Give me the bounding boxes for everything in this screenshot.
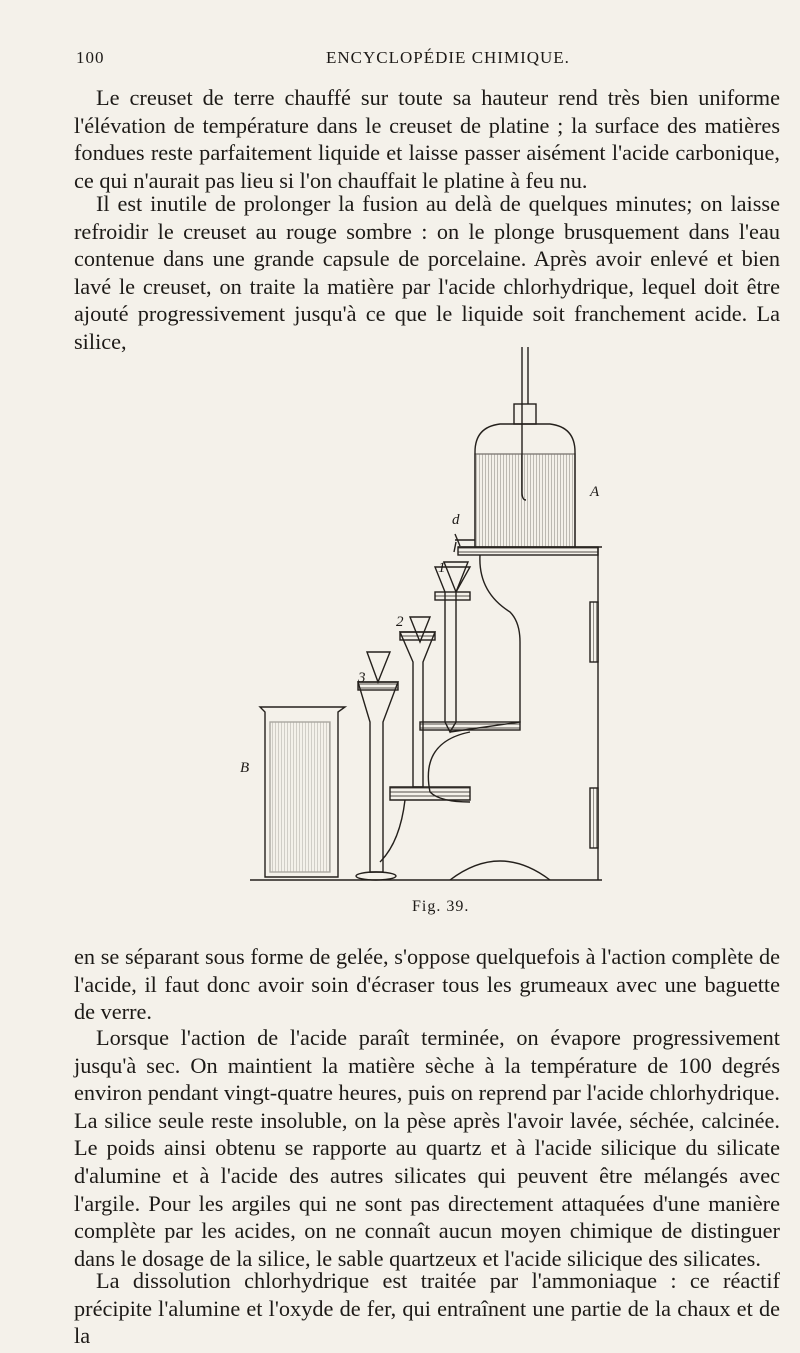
label-2: 2 (396, 614, 404, 630)
page-header (76, 48, 780, 74)
paragraph-1: Le creuset de terre chauffé sur toute sa hauteur rend très bien uniforme l'élévation de température dans le creuset de platine ; la surface des matières fondues reste parfaitement liquide et laisse passer aisément l'acide carbonique, ce qui n'aurait pas lieu si l'on chauffait le platine à feu nu. (74, 85, 780, 193)
funnel-3 (358, 682, 398, 872)
label-d: d (452, 512, 460, 528)
label-3: 3 (358, 670, 366, 686)
running-title: ENCYCLOPÉDIE CHIMIQUE. (326, 48, 570, 67)
label-1: 1 (438, 560, 446, 576)
paragraph-5: La dissolution chlorhydrique est traitée par l'ammoniaque : ce réactif précipite l'alumine et l'oxyde de fer, qui entraînent une partie de la chaux et de la (74, 1268, 780, 1349)
label-a: A (590, 484, 600, 500)
page-number: 100 (76, 48, 105, 67)
figure-caption: Fig. 39. (412, 898, 470, 915)
figure-39-apparatus (230, 342, 610, 887)
label-b: B (240, 760, 250, 776)
paragraph-4: Lorsque l'action de l'acide paraît terminée, on évapore progressivement jusqu'à sec. On maintient la matière sèche à la température de 100 degrés environ pendant vingt-quatre heures, puis on reprend par l'acide chlorhydrique. La silice seule reste insoluble, on la pèse après l'avoir lavée, séchée, calcinée. Le poids ainsi obtenu se rapporte au quartz et à l'acide silicique du silicate d'alumine et à l'acide des autres silicates qui peuvent être mélangés avec l'argile. Pour les argiles qui ne sont pas directement attaquées d'une manière complète par les acides, on ne connaît aucun moyen chimique de distinguer dans le dosage de la silice, le sable quartzeux et l'acide silicique des silicates. (74, 1025, 780, 1271)
paragraph-3: en se séparant sous forme de gelée, s'oppose quelquefois à l'action complète de l'acide, il faut donc avoir soin d'écraser tous les grumeaux avec une baguette de verre. (74, 944, 780, 1025)
apparatus-illustration (230, 342, 610, 887)
paragraph-2: Il est inutile de prolonger la fusion au delà de quelques minutes; on laisse refroidir le creuset au rouge sombre : on le plonge brusquement dans l'eau contenue dans une grande capsule de porcelaine. Après avoir enlevé et bien lavé le creuset, on traite la matière par l'acide chlorhydrique, lequel doit être ajouté progressivement jusqu'à ce que le liquide soit franchement acide. La silice, (74, 191, 780, 354)
